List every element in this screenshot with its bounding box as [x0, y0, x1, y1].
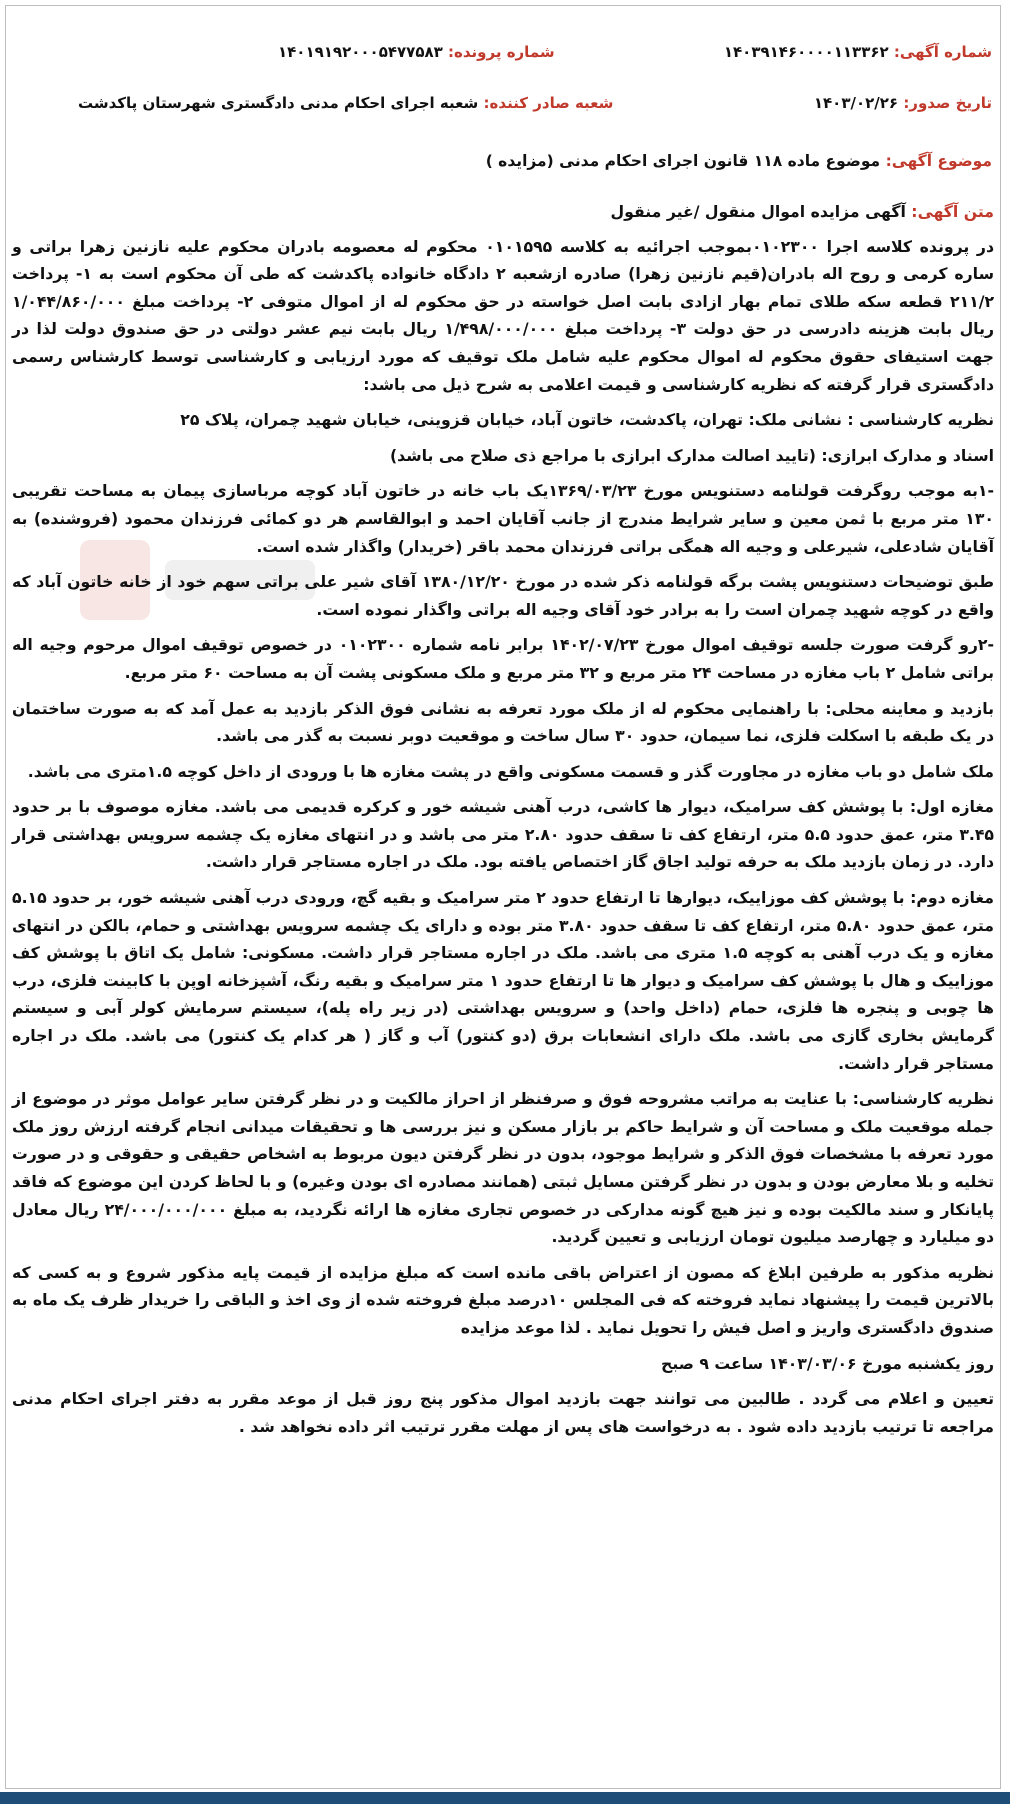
paragraph: -۱به موجب روگرفت قولنامه دستنویس مورخ ۱۳۶۹/۰۳/۲۳یک باب خانه در خاتون آباد کوچه مرباسازی پیمان به مساحت تقریبی ۱۳۰ متر مربع با ثمن معین و سایر شرایط مندرج از جانب آقایان احمد و ابوالقاسم هر دو کمائی فرزندان محمود (فروشنده) به آقایان شادعلی، شیرعلی و وجیه اله همگی براتی فرزندان محمد باقر (خریدار) واگذار شده است. — [12, 481, 994, 556]
bottom-bar — [0, 1792, 1010, 1804]
paragraph: ملک شامل دو باب مغازه در مجاورت گذر و قسمت مسکونی واقع در پشت مغازه ها با ورودی از داخل کوچه ۱.۵متری می باشد. — [27, 761, 994, 781]
paragraph: نظریه کارشناسی: با عنایت به مراتب مشروحه فوق و صرفنظر از احراز مالکیت و در نظر گرفتن سایر عوامل موثر در موضوع از جمله موقعیت ملک و مساحت آن و شرایط حاکم بر بازار مسکن و نیز بررسی ها و تحقیقات میدانی انجام گرفته ارزش روز ملک مورد تعرفه با مشخصات فوق الذکر و شرایط موجود، بدون در نظر گرفتن دیون مربوط به اشخاص حقیقی و حقوقی و در صورت تخلیه و بلا معارض بودن و بدون در نظر گرفتن مسایل ثبتی (همانند مصادره ای بودن وغیره) و با لحاظ کردن این موضوع که فاقد پایانکار و سند مالکیت بوده و نیز هیچ گونه مدارکی در خصوص تجاری مغازه ها ارائه نگردید، به مبلغ ۲۴/۰۰۰/۰۰۰/۰۰۰ ریال معادل دو میلیارد و چهارصد میلیون تومان ارزیابی و تعیین گردید. — [12, 1089, 994, 1247]
paragraph: نظریه مذکور به طرفین ابلاغ که مصون از اعتراض باقی مانده است که مبلغ مزایده از قیمت پایه مذکور شروع و به کسی که بالاترین قیمت را پیشنهاد نماید فروخته که فی المجلس ۱۰درصد مبلغ فروخته شده از وی اخذ و الباقی را خریدار ظرف یک ماه به صندوق دادگستری واریز و اصل فیش را تحویل نماید . لذا موعد مزایده — [12, 1262, 994, 1337]
paragraph: در پرونده کلاسه اجرا ۰۱۰۲۳۰۰بموجب اجرائیه به کلاسه ۰۱۰۱۵۹۵ محکوم له معصومه بادران محکوم علیه نازنین زهرا براتی و ساره کرمی و روح اله بادران(قیم نازنین زهرا) صادره ازشعبه ۲ دادگاه خانواده پاکدشت که طی آن محکوم است به ۱- پرداخت ۲۱۱/۲ قطعه سکه طلای تمام بهار ازادی بابت اصل خواسته در حق محکوم له از اموال متوفی ۲- پرداخت مبلغ ۱/۰۴۴/۸۶۰/۰۰۰ ریال بابت هزینه دادرسی در حق دولت ۳- پرداخت مبلغ ۱/۴۹۸/۰۰۰/۰۰۰ ریال بابت نیم عشر دولتی در حق صندوق دولت لذا در جهت استیفای حقوق محکوم له اموال محکوم علیه شامل ملک توقیف که مورد ارزیابی و کارشناسی توسط کارشناس رسمی دادگستری قرار گرفته که نظریه کارشناسی و قیمت اعلامی به شرح ذیل می باشد: — [12, 236, 995, 394]
issue-date: تاریخ صدور: ۱۴۰۳/۰۲/۲۶ — [813, 94, 992, 112]
case-number: شماره پرونده: ۱۴۰۱۹۱۹۲۰۰۰۵۴۷۷۵۸۳ — [278, 43, 555, 61]
ad-title: متن آگهی: آگهی مزایده اموال منقول /غیر منقول — [610, 202, 994, 221]
ad-number: شماره آگهی: ۱۴۰۳۹۱۴۶۰۰۰۰۱۱۳۳۶۲ — [723, 43, 992, 61]
ad-subject: موضوع آگهی: موضوع ماده ۱۱۸ قانون اجرای احکام مدنی (مزایده ) — [485, 152, 992, 170]
paragraph: اسناد و مدارک ابرازی: (تایید اصالت مدارک ابرازی با مراجع ذی صلاح می باشد) — [390, 445, 994, 465]
auction-date: روز یکشنبه مورخ ۱۴۰۳/۰۳/۰۶ ساعت ۹ صبح — [661, 1353, 994, 1373]
issuer: شعبه صادر کننده: شعبه اجرای احکام مدنی دادگستری شهرستان پاکدشت — [78, 94, 614, 112]
paragraph: طبق توضیحات دستنویس پشت برگه قولنامه ذکر شده در مورخ ۱۳۸۰/۱۲/۲۰ آقای شیر علی براتی سهم خود از خانه خاتون آباد که واقع در کوچه شهید چمران است را به برادر خود آقای وجیه اله براتی واگذار نموده است. — [12, 572, 994, 619]
paragraph: بازدید و معاینه محلی: با راهنمایی محکوم له از ملک مورد تعرفه به نشانی فوق الذکر بازدید به عمل آمد که به صورت ساختمان در یک طبقه با اسکلت فلزی، نما سیمان، حدود ۳۰ سال ساخت و موقعیت دوبر نسبت به گذر می باشد. — [12, 698, 994, 746]
paragraph: تعیین و اعلام می گردد . طالبین می توانند جهت بازدید اموال مذکور پنج روز قبل از موعد مقرر به دفتر اجرای احکام مدنی مراجعه تا ترتیب بازدید داده شود . به درخواست های پس از مهلت مقرر ترتیب اثر داده نخواهد شد . — [12, 1389, 994, 1436]
paragraph: مغازه اول: با پوشش کف سرامیک، دیوار ها کاشی، درب آهنی شیشه خور و کرکره قدیمی می باشد. مغازه موصوف با بر حدود ۳.۴۵ متر، عمق حدود ۵.۵ متر، ارتفاع کف تا سقف حدود ۲.۸۰ متر می باشد و در انتهای مغازه یک چشمه سرویس بهداشتی قرار دارد. در زمان بازدید ملک به حرفه تولید اجاق گاز اختصاص یافته بود. ملک در اجاره مستاجر قرار داشت. — [12, 797, 994, 872]
paragraph: -۲رو گرفت صورت جلسه توقیف اموال مورخ ۱۴۰۲/۰۷/۲۳ برابر نامه شماره ۰۱۰۲۳۰۰ در خصوص توقیف اموال مرحوم وجیه اله براتی شامل ۲ باب مغازه در مساحت ۲۴ متر مربع و ۳۲ متر مربع و ملک مسکونی پشت آن به مساحت ۶۰ متر مربع. — [12, 635, 994, 682]
ad-body — [12, 198, 994, 1448]
paragraph: مغازه دوم: با پوشش کف موزاییک، دیوارها تا ارتفاع حدود ۲ متر سرامیک و بقیه گچ، ورودی درب آهنی شیشه خور، بر حدود ۵.۱۵ متر، عمق حدود ۵.۸۰ متر، ارتفاع کف تا سقف حدود ۳.۸۰ متر بوده و دارای یک چشمه سرویس بهداشتی و حمام، بالکن در انتهای مغازه و یک درب آهنی به کوچه ۱.۵ متری می باشد. ملک در اجاره مستاجر قرار داشت. مسکونی: شامل یک اتاق با پوشش کف موزاییک و هال با پوشش کف سرامیک و دیوار ها تا ارتفاع حدود ۱ متر سرامیک و بقیه رنگ، آشپزخانه اوپن با کابینت فلزی، درب ها چوبی و پنجره ها فلزی، حمام (داخل واحد) و سرویس بهداشتی (در زیر راه پله)، سیستم سرمایش کولر آبی و سیستم گرمایش بخاری گازی می باشد. ملک دارای انشعابات برق (دو کنتور) آب و گاز ( هر کدام یک کنتور) می باشد. ملک در اجاره مستاجر قرار داشت. — [12, 888, 995, 1073]
paragraph: نظریه کارشناسی : نشانی ملک: تهران، پاکدشت، خاتون آباد، خیابان قزوینی، خیابان شهید چمران، پلاک ۲۵ — [180, 410, 994, 430]
